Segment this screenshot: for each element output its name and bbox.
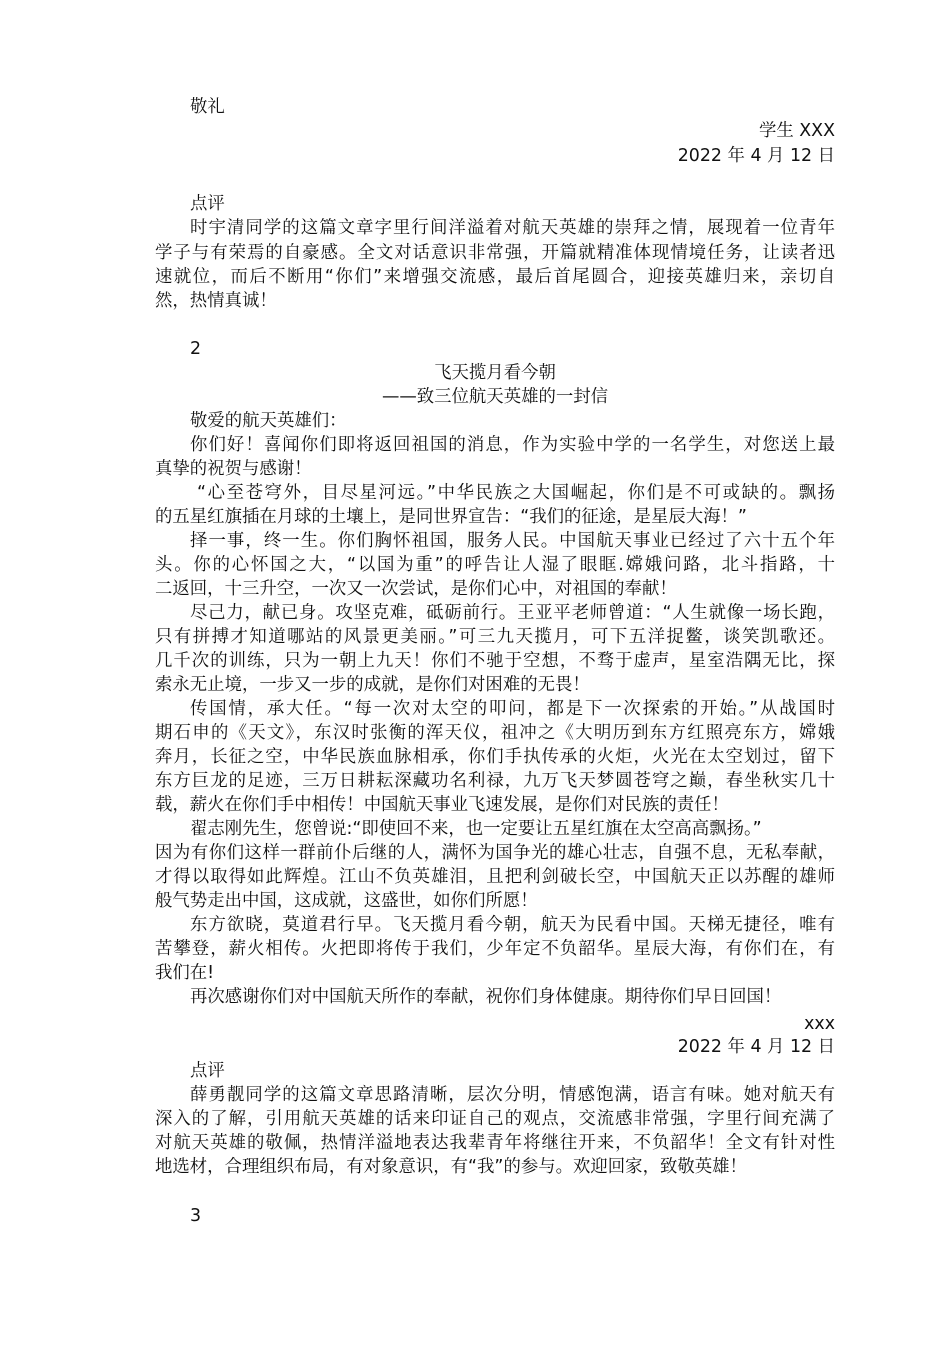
letter-line: 载，薪火在你们手中相传！中国航天事业飞速发展，是你们对民族的责任！ xyxy=(155,795,729,815)
letter-subtitle: ——致三位航天英雄的一封信 xyxy=(381,387,609,407)
letter-line: “心至苍穹外，目尽星河远。”中华民族之大国崛起，你们是不可或缺的。飘扬 xyxy=(197,483,835,503)
comment-2-line: 薛勇靓同学的这篇文章思路清晰，层次分明，情感饱满，语言有味。她对航天有 xyxy=(190,1085,835,1105)
letter-line: 传国情，承大任。“每一次对太空的叩问，都是下一次探索的开始。”从战国时 xyxy=(190,699,835,719)
date-1: 2022 年 4 月 12 日 xyxy=(677,146,835,166)
letter-line: 只有拼搏才知道哪站的风景更美丽。”可三九天揽月，可下五洋捉鳖，谈笑凯歌还。 xyxy=(155,627,835,647)
letter-line: 几千次的训练，只为一朝上九天！你们不驰于空想，不骛于虚声，星室浩隅无比，探 xyxy=(155,651,835,671)
letter-line: 因为有你们这样一群前仆后继的人，满怀为国争光的雄心壮志，自强不息，无私奉献， xyxy=(155,843,835,863)
letter-line: 苦攀登，薪火相传。火把即将传于我们，少年定不负韶华。星辰大海，有你们在，有 xyxy=(155,939,835,959)
comment-1-line: 然，热情真诚！ xyxy=(155,291,277,311)
letter-line: 真挚的祝贺与感谢！ xyxy=(155,459,312,479)
letter-line: 我们在! xyxy=(155,963,215,983)
comment-2-line: 深入的了解，引用航天英雄的话来印证自己的观点，交流感非常强，字里行间充满了 xyxy=(155,1109,835,1129)
letter-date: 2022 年 4 月 12 日 xyxy=(677,1037,835,1057)
closing-text: 敬礼 xyxy=(190,97,225,117)
letter-line: 你们好！喜闻你们即将返回祖国的消息，作为实验中学的一名学生，对您送上最 xyxy=(190,435,835,455)
letter-signature: xxx xyxy=(804,1014,835,1034)
letter-line: 才得以取得如此辉煌。江山不负英雄泪，且把利剑破长空，中国航天正以苏醒的雄师 xyxy=(155,867,835,887)
letter-title: 飞天揽月看今朝 xyxy=(434,363,556,383)
comment-2-line: 对航天英雄的敬佩，热情洋溢地表达我辈青年将继往开来，不负韶华！全文有针对性 xyxy=(155,1133,835,1153)
signature-1: 学生 XXX xyxy=(758,121,835,141)
section-number-2: 2 xyxy=(190,339,202,359)
comment-1-line: 速就位，而后不断用“你们”来增强交流感，最后首尾圆合，迎接英雄归来，亲切自 xyxy=(155,267,835,287)
letter-line: 索永无止境，一步又一步的成就，是你们对困难的无畏！ xyxy=(155,675,590,695)
letter-line: 的五星红旗插在月球的土壤上，是同世界宣告：“我们的征途，是星辰大海！” xyxy=(155,507,747,527)
letter-line: 择一事，终一生。你们胸怀祖国，服务人民。中国航天事业已经过了六十五个年 xyxy=(190,531,835,551)
letter-line: 头。你的心怀国之大，“以国为重”的呼告让人湿了眼眶.嫦娥问路，北斗指路，十 xyxy=(155,555,835,575)
comment-1-line: 学子与有荣焉的自豪感。全文对话意识非常强，开篇就精准体现情境任务，让读者迅 xyxy=(155,243,835,263)
letter-line: 再次感谢你们对中国航天所作的奉献，祝你们身体健康。期待你们早日回国！ xyxy=(190,987,782,1007)
letter-line: 翟志刚先生，您曾说:“即使回不来，也一定要让五星红旗在太空高高飘扬。” xyxy=(190,819,762,839)
comment-1-line: 时宇清同学的这篇文章字里行间洋溢着对航天英雄的崇拜之情，展现着一位青年 xyxy=(190,218,835,238)
section-number-3: 3 xyxy=(190,1206,202,1226)
letter-line: 奔月，长征之空，中华民族血脉相承，你们手执传承的火炬，火光在太空划过，留下 xyxy=(155,747,835,767)
letter-line: 期石申的《天文》，东汉时张衡的浑天仪，祖冲之《大明历到东方红照亮东方，嫦娥 xyxy=(155,723,835,743)
letter-line: 东方欲晓，莫道君行早。飞天揽月看今朝，航天为民看中国。天梯无捷径，唯有 xyxy=(190,915,835,935)
comment-1-heading: 点评 xyxy=(190,194,225,214)
letter-line: 尽己力，献已身。攻坚克难，砥砺前行。王亚平老师曾道：“人生就像一场长跑， xyxy=(190,603,835,623)
letter-salutation: 敬爱的航天英雄们： xyxy=(190,411,347,431)
comment-2-line: 地选材，合理组织布局，有对象意识，有“我”的参与。欢迎回家，致敬英雄！ xyxy=(155,1157,747,1177)
letter-line: 东方巨龙的足迹，三万日耕耘深藏功名利禄，九万飞天梦圆苍穹之巅，春坐秋实几十 xyxy=(155,771,835,791)
letter-line: 般气势走出中国，这成就，这盛世，如你们所愿！ xyxy=(155,891,538,911)
letter-line: 二返回，十三升空，一次又一次尝试，是你们心中，对祖国的奉献！ xyxy=(155,579,677,599)
comment-2-heading: 点评 xyxy=(190,1061,225,1081)
